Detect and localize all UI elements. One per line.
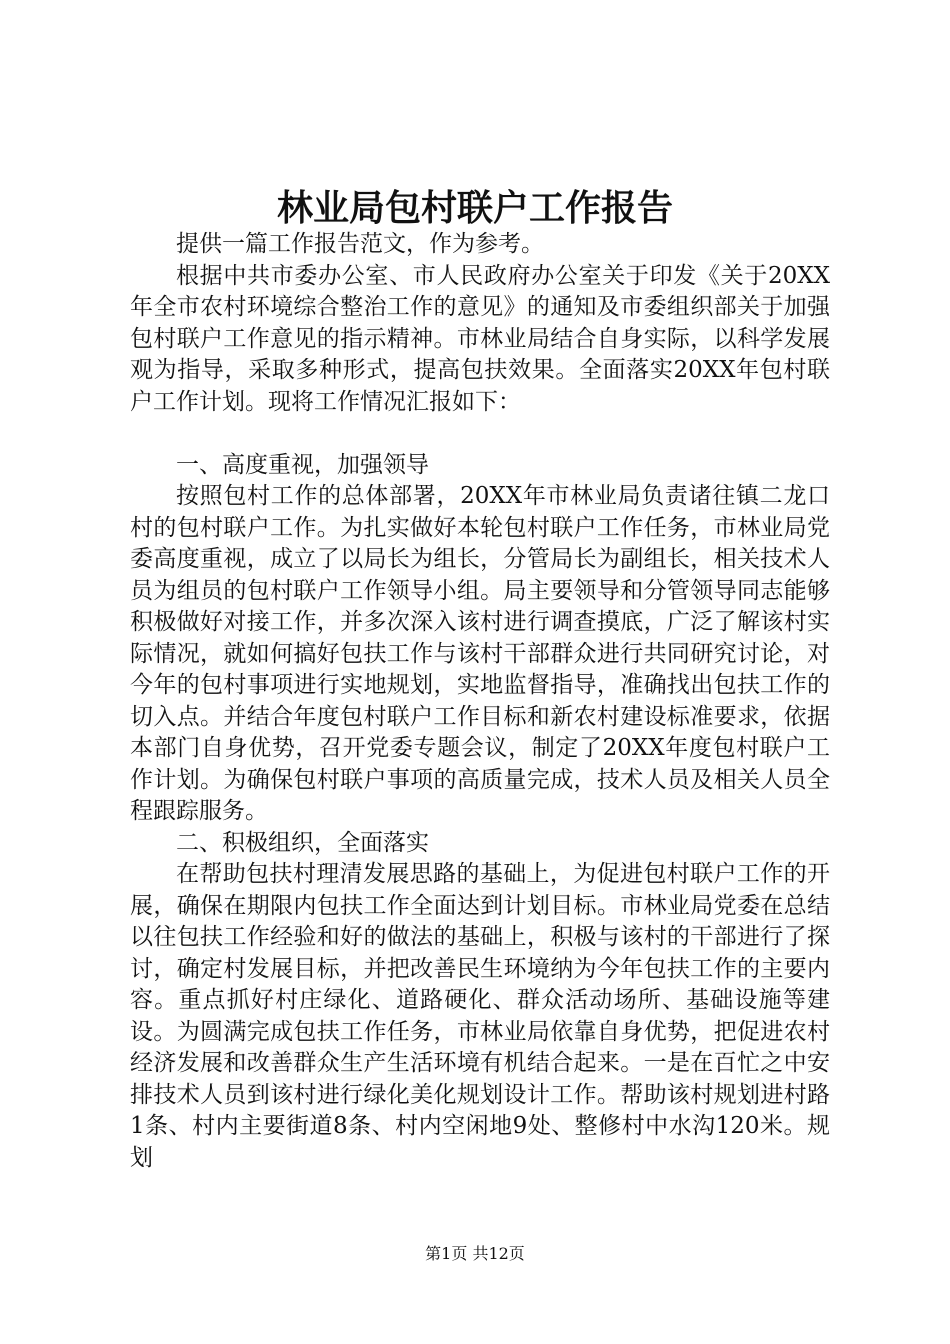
document-body <box>130 229 830 1174</box>
section-1-paragraph: 按照包村工作的总体部署，20XX年市林业局负责诸往镇二龙口村的包村联户工作。为扎实做好本轮包村联户工作任务，市林业局党委高度重视，成立了以局长为组长，分管局长为副组长，相关技术人员为组员的包村联户工作领导小组。局主要领导和分管领导同志能够积极做好对接工作，并多次深入该村进行调查摸底，广泛了解该村实际情况，就如何搞好包扶工作与该村干部群众进行共同研究讨论，对今年的包村事项进行实地规划，实地监督指导，准确找出包扶工作的切入点。并结合年度包村联户工作目标和新农村建设标准要求，依据本部门自身优势，召开党委专题会议，制定了20XX年度包村联户工作计划。为确保包村联户事项的高质量完成，技术人员及相关人员全程跟踪服务。 <box>130 483 830 824</box>
intro-paragraph: 提供一篇工作报告范文，作为参考。 <box>176 231 544 257</box>
section-heading-2: 二、积极组织，全面落实 <box>176 829 429 856</box>
page-footer: 第1页 共12页 <box>425 1244 525 1263</box>
background-paragraph: 根据中共市委办公室、市人民政府办公室关于印发《关于20XX年全市农村环境综合整治工作的意见》的通知及市委组织部关于加强包村联户工作意见的指示精神。市林业局结合自身实际，以科学发展观为指导，采取多种形式，提高包扶效果。全面落实20XX年包村联户工作计划。现将工作情况汇报如下： <box>130 262 830 415</box>
section-2-paragraph: 在帮助包扶村理清发展思路的基础上，为促进包村联户工作的开展，确保在期限内包扶工作全面达到计划目标。市林业局党委在总结以往包扶工作经验和好的做法的基础上，积极与该村的干部进行了探讨，确定村发展目标，并把改善民生环境纳为今年包扶工作的主要内容。重点抓好村庄绿化、道路硬化、群众活动场所、基础设施等建设。为圆满完成包扶工作任务，市林业局依靠自身优势，把促进农村经济发展和改善群众生产生活环境有机结合起来。一是在百忙之中安排技术人员到该村进行绿化美化规划设计工作。帮助该村规划进村路1条、村内主要街道8条、村内空闲地9处、整修村中水沟120米。规划 <box>130 861 830 1171</box>
document-title: 林业局包村联户工作报告 <box>276 187 673 229</box>
section-heading-1: 一、高度重视，加强领导 <box>176 451 429 478</box>
blank-line <box>130 418 830 450</box>
